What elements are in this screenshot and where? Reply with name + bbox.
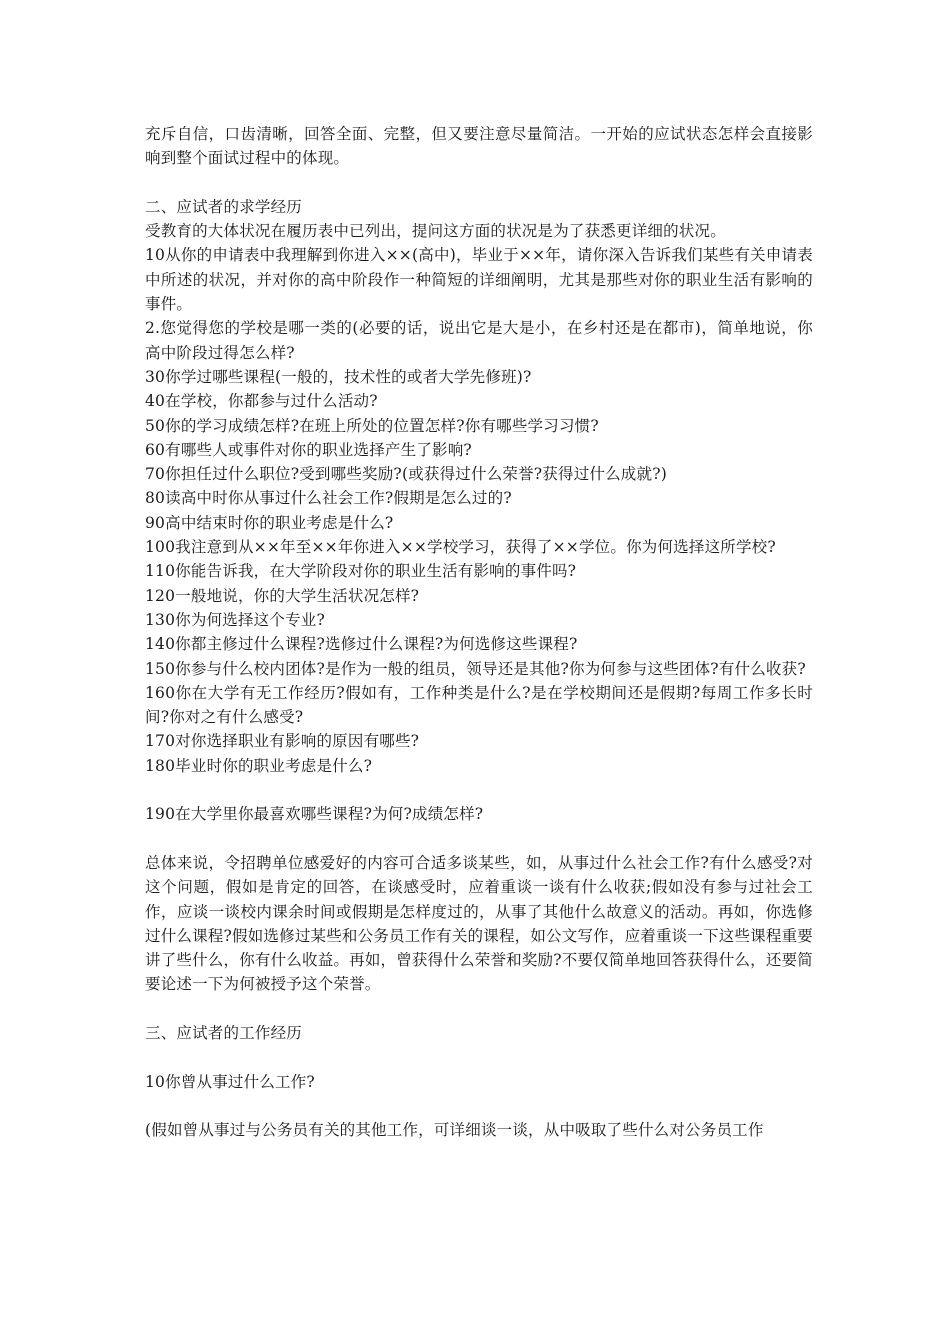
work-question-1: 10你曾从事过什么工作? <box>145 1072 315 1091</box>
question-16: 160你在大学有无工作经历?假如有，工作种类是什么?是在学校期间还是假期?每周工作多长时间?你对之有什么感受? <box>145 683 813 727</box>
section-2-heading: 二、应试者的求学经历 <box>145 197 303 216</box>
question-5: 50你的学习成绩怎样?在班上所处的位置怎样?你有哪些学习习惯? <box>145 416 599 435</box>
paragraph-gap <box>145 997 813 1021</box>
question-7: 70你担任过什么职位?受到哪些奖励?(或获得过什么荣誉?获得过什么成就?) <box>145 465 667 484</box>
document-body <box>145 122 813 1142</box>
question-19: 190在大学里你最喜欢哪些课程?为何?成绩怎样? <box>145 805 484 824</box>
section-3-heading: 三、应试者的工作经历 <box>145 1023 303 1042</box>
question-3: 30你学过哪些课程(一般的，技术性的或者大学先修班)? <box>145 367 532 386</box>
paragraph-gap <box>145 1094 813 1118</box>
paragraph-gap <box>145 1045 813 1069</box>
question-1: 10从你的申请表中我理解到你进入××(高中)，毕业于××年，请你深入告诉我们某些有关申请表中所述的状况，并对你的高中阶段作一种简短的详细阐明，尤其是那些对你的职业生活有影响的事件。 <box>145 246 813 314</box>
question-14: 140你都主修过什么课程?选修过什么课程?为何选修这些课程? <box>145 635 578 654</box>
question-18: 180毕业时你的职业考虑是什么? <box>145 756 373 775</box>
work-note: (假如曾从事过与公务员有关的其他工作，可详细谈一谈，从中吸取了些什么对公务员工作 <box>145 1121 764 1140</box>
question-9: 90高中结束时你的职业考虑是什么? <box>145 513 394 532</box>
question-6: 60有哪些人或事件对你的职业选择产生了影响? <box>145 440 472 459</box>
paragraph-gap <box>145 778 813 802</box>
question-15: 150你参与什么校内团体?是作为一般的组员，领导还是其他?你为何参与这些团体?有什么收获? <box>145 659 806 678</box>
question-2: 2.您觉得您的学校是哪一类的(必要的话，说出它是大是小，在乡村还是在都市)，简单地说，你高中阶段过得怎么样? <box>145 319 813 362</box>
paragraph-gap <box>145 171 813 195</box>
question-13: 130你为何选择这个专业? <box>145 610 325 629</box>
question-17: 170对你选择职业有影响的原因有哪些? <box>145 732 420 751</box>
section-2-lead: 受教育的大体状况在履历表中已列出，提问这方面的状况是为了获悉更详细的状况。 <box>145 222 726 241</box>
question-12: 120一般地说，你的大学生活状况怎样? <box>145 586 420 605</box>
question-4: 40在学校，你都参与过什么活动? <box>145 392 378 411</box>
summary-paragraph: 总体来说，令招聘单位感爱好的内容可合适多谈某些，如，从事过什么社会工作?有什么感受?对这个问题，假如是肯定的回答，在谈感受时，应着重谈一谈有什么收获;假如没有参与过社会工作，应谈一谈校内课余时间或假期是怎样度过的，从事了其他什么故意义的活动。再如，你选修过什么课程?假如选修过某些和公务员工作有关的课程，如公文写作，应着重谈一下这些课程重要讲了些什么，你有什么收益。再如，曾获得什么荣誉和奖励?不要仅简单地回答获得什么，还要简要论述一下为何被授予这个荣誉。 <box>145 853 813 994</box>
intro-paragraph: 充斥自信，口齿清晰，回答全面、完整，但又要注意尽量简洁。一开始的应试状态怎样会直接影响到整个面试过程中的体现。 <box>145 125 813 168</box>
question-10: 100我注意到从××年至××年你进入××学校学习，获得了××学位。你为何选择这所学校? <box>145 538 776 557</box>
paragraph-gap <box>145 827 813 851</box>
question-8: 80读高中时你从事过什么社会工作?假期是怎么过的? <box>145 489 512 508</box>
question-11: 110你能告诉我，在大学阶段对你的职业生活有影响的事件吗? <box>145 562 577 581</box>
